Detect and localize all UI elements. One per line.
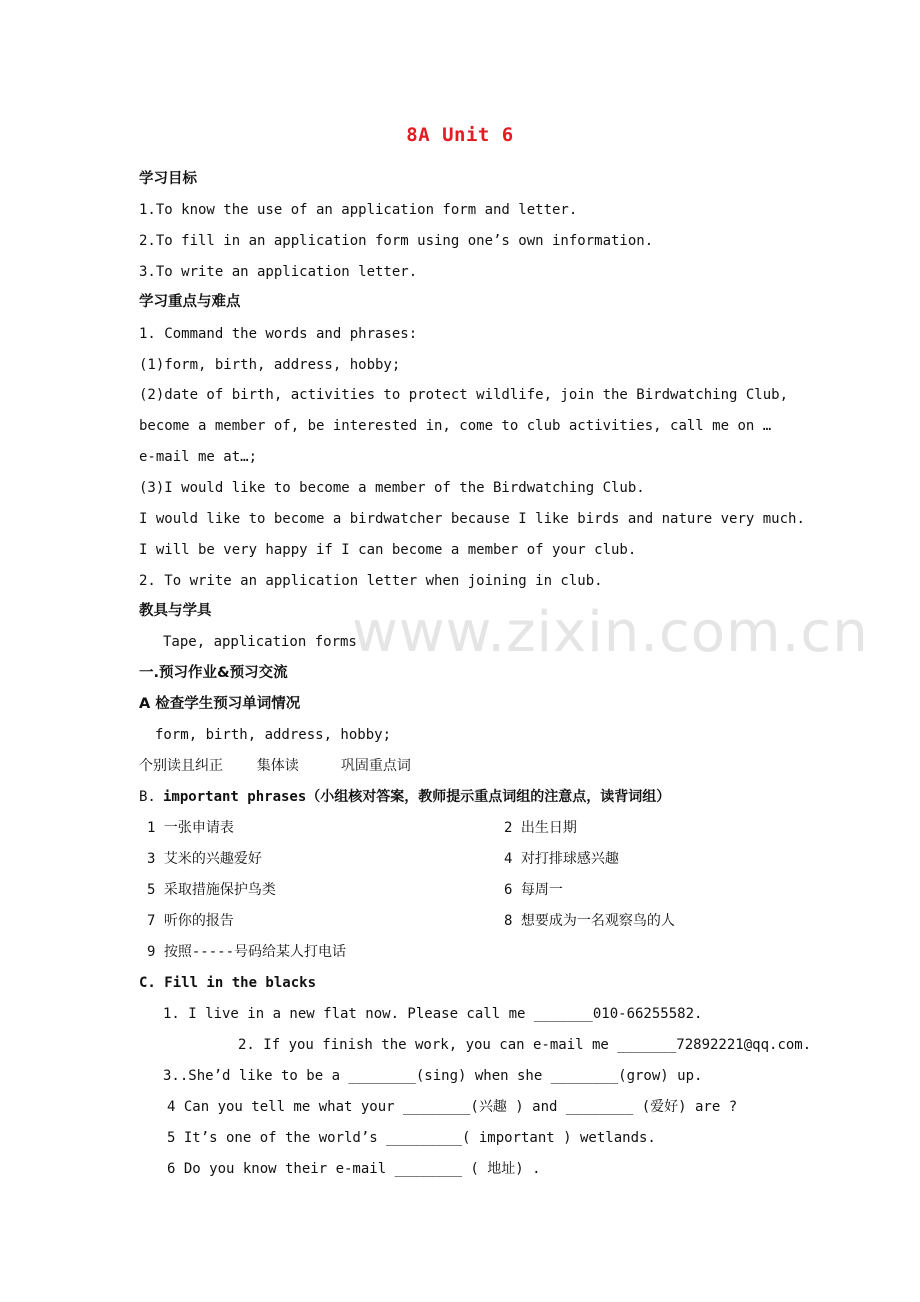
keypoint-line: e-mail me at…; (139, 449, 258, 465)
goal-item: 1.To know the use of an application form and letter. (139, 202, 578, 218)
phrase-item: 7 听你的报告 (147, 913, 234, 929)
part-b-label: B. (139, 789, 156, 805)
page-title: 8A Unit 6 (406, 124, 514, 146)
part-b-heading: important phrases（小组核对答案，教师提示重点词组的注意点，读背词组） (163, 789, 671, 805)
phrase-item: 6 每周一 (504, 882, 563, 898)
phrase-item: 1 一张申请表 (147, 820, 234, 836)
fill-item: 2. If you finish the work, you can e-mail me _______72892221@qq.com. (238, 1037, 812, 1053)
part-a-words: form, birth, address, hobby; (155, 727, 392, 743)
phrase-item: 3 艾米的兴趣爱好 (147, 851, 262, 867)
phrase-item: 2 出生日期 (504, 820, 577, 836)
part-a-heading: A 检查学生预习单词情况 (139, 696, 301, 712)
keypoint-line: (3)I would like to become a member of the Birdwatching Club. (139, 480, 645, 496)
keypoint-line: 2. To write an application letter when joining in club. (139, 573, 603, 589)
fill-item: 5 It’s one of the world’s _________( important ) wetlands. (167, 1130, 656, 1146)
phrase-item: 4 对打排球感兴趣 (504, 851, 619, 867)
goal-item: 3.To write an application letter. (139, 264, 418, 280)
part-a-methods: 个别读且纠正 集体读 巩固重点词 (139, 758, 411, 774)
goals-heading: 学习目标 (139, 171, 197, 187)
keypoint-line: become a member of, be interested in, come to club activities, call me on … (139, 418, 772, 434)
fill-item: 6 Do you know their e-mail ________ ( 地址) . (167, 1161, 541, 1177)
tools-text: Tape, application forms (163, 634, 357, 650)
keypoint-line: (1)form, birth, address, hobby; (139, 357, 401, 373)
goal-item: 2.To fill in an application form using one’s own information. (139, 233, 654, 249)
part-c-heading: C. Fill in the blacks (139, 975, 317, 991)
keypoints-heading: 学习重点与难点 (139, 294, 241, 310)
tools-heading: 教具与学具 (139, 603, 212, 619)
keypoint-line: I would like to become a birdwatcher because I like birds and nature very much. (139, 511, 805, 527)
keypoint-line: I will be very happy if I can become a member of your club. (139, 542, 637, 558)
watermark: www.zixin.com.cn (352, 600, 869, 665)
phrase-item: 5 采取措施保护鸟类 (147, 882, 276, 898)
preview-heading: 一.预习作业&预习交流 (139, 665, 288, 681)
fill-item: 3..She’d like to be a ________(sing) when she ________(grow) up. (163, 1068, 703, 1084)
fill-item: 4 Can you tell me what your ________(兴趣 ) and ________ (爱好) are ? (167, 1099, 738, 1115)
phrase-item: 9 按照-----号码给某人打电话 (147, 944, 347, 960)
phrase-item: 8 想要成为一名观察鸟的人 (504, 913, 675, 929)
keypoint-line: (2)date of birth, activities to protect wildlife, join the Birdwatching Club, (139, 387, 789, 403)
fill-item: 1. I live in a new flat now. Please call me _______010-66255582. (163, 1006, 703, 1022)
keypoint-line: 1. Command the words and phrases: (139, 326, 418, 342)
